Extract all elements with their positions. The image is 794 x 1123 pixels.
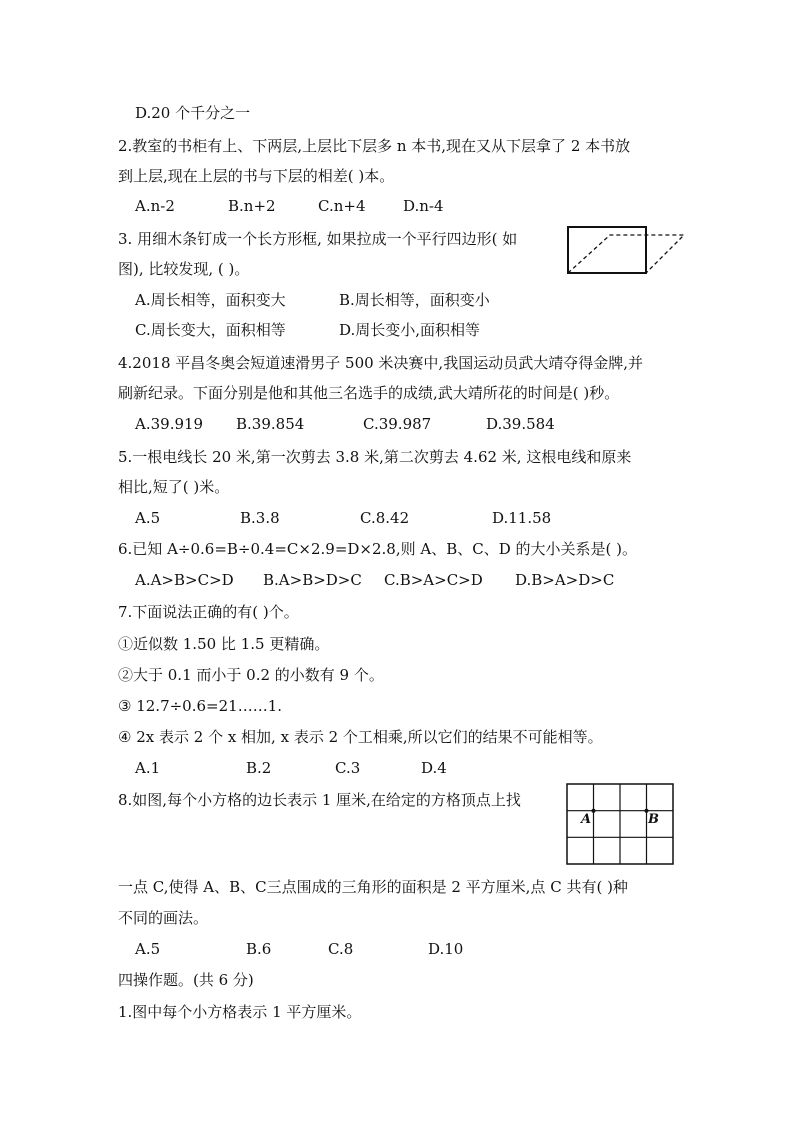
- q1-option-d: D.20 个千分之一: [135, 104, 251, 122]
- q3-option-d: D.周长变小,面积相等: [339, 321, 481, 339]
- rectangle-frame: [568, 227, 646, 273]
- q2-option-c: C.n+4: [318, 197, 366, 215]
- q8-option-a: A.5: [135, 940, 161, 958]
- q7-option-b: B.2: [246, 759, 272, 777]
- q7-option-c: C.3: [335, 759, 361, 777]
- q2-text-line2: 到上层,现在上层的书与下层的相差( )本。: [118, 167, 395, 185]
- q8-text-line3: 不同的画法。: [118, 909, 209, 927]
- q5-option-b: B.3.8: [240, 509, 280, 527]
- q4-text-line2: 刷新纪录。下面分别是他和其他三名选手的成绩,武大靖所花的时间是( )秒。: [118, 384, 620, 402]
- q8-option-c: C.8: [328, 940, 354, 958]
- q2-option-a: A.n-2: [135, 197, 175, 215]
- parallelogram-outline: [568, 235, 684, 273]
- q5-option-a: A.5: [135, 509, 161, 527]
- q7-statement-4: ④ 2x 表示 2 个 x 相加, x 表示 2 个工相乘,所以它们的结果不可能相等。: [118, 728, 603, 746]
- q6-option-a: A.A>B>C>D: [135, 571, 234, 589]
- point-a-dot: [592, 809, 596, 813]
- q8-grid-figure: [565, 782, 675, 866]
- q8-option-b: B.6: [246, 940, 272, 958]
- q4-option-c: C.39.987: [363, 415, 432, 433]
- q7-statement-3: ③ 12.7÷0.6=21……1.: [118, 697, 283, 715]
- q7-statement-1: ①近似数 1.50 比 1.5 更精确。: [118, 635, 330, 653]
- point-b-label: B: [648, 812, 659, 827]
- q3-option-a: A.周长相等，面积变大: [135, 291, 286, 309]
- q2-option-d: D.n-4: [403, 197, 444, 215]
- q7-option-a: A.1: [135, 759, 161, 777]
- q7-option-d: D.4: [421, 759, 447, 777]
- q6-option-b: B.A>B>D>C: [263, 571, 362, 589]
- q7-text-line1: 7.下面说法正确的有( )个。: [118, 603, 299, 621]
- q6-option-d: D.B>A>D>C: [515, 571, 615, 589]
- q3-text-line1: 3. 用细木条钉成一个长方形框, 如果拉成一个平行四边形( 如: [118, 230, 518, 248]
- q6-text-line1: 6.已知 A÷0.6=B÷0.4=C×2.9=D×2.8,则 A、B、C、D 的大小关系是( )。: [118, 540, 637, 558]
- q5-option-d: D.11.58: [492, 509, 552, 527]
- q2-text-line1: 2.教室的书柜有上、下两层,上层比下层多 n 本书,现在又从下层拿了 2 本书放: [118, 137, 631, 155]
- section-4-title: 四操作题。(共 6 分): [118, 971, 254, 989]
- q4-text-line1: 4.2018 平昌冬奥会短道速滑男子 500 米决赛中,我国运动员武大靖夺得金牌,并: [118, 354, 643, 372]
- q5-text-line1: 5.一根电线长 20 米,第一次剪去 3.8 米,第二次剪去 4.62 米, 这根电线和原来: [118, 448, 632, 466]
- q8-option-d: D.10: [428, 940, 464, 958]
- q6-option-c: C.B>A>C>D: [384, 571, 483, 589]
- q4-option-d: D.39.584: [486, 415, 555, 433]
- q3-parallelogram-figure: [563, 224, 688, 276]
- q8-text-line1: 8.如图,每个小方格的边长表示 1 厘米,在给定的方格顶点上找: [118, 791, 521, 809]
- q4-option-b: B.39.854: [236, 415, 305, 433]
- q3-option-c: C.周长变大，面积相等: [135, 321, 286, 339]
- q5-option-c: C.8.42: [360, 509, 410, 527]
- q3-option-b: B.周长相等，面积变小: [339, 291, 490, 309]
- q4-option-a: A.39.919: [135, 415, 204, 433]
- section-4-q1-text: 1.图中每个小方格表示 1 平方厘米。: [118, 1003, 362, 1021]
- point-a-label: A: [581, 812, 592, 827]
- q5-text-line2: 相比,短了( )米。: [118, 478, 230, 496]
- q8-text-line2: 一点 C,使得 A、B、C三点围成的三角形的面积是 2 平方厘米,点 C 共有( )种: [118, 878, 628, 896]
- q7-statement-2: ②大于 0.1 而小于 0.2 的小数有 9 个。: [118, 666, 384, 684]
- q2-option-b: B.n+2: [228, 197, 276, 215]
- q3-text-line2: 图), 比较发现, ( )。: [118, 260, 250, 278]
